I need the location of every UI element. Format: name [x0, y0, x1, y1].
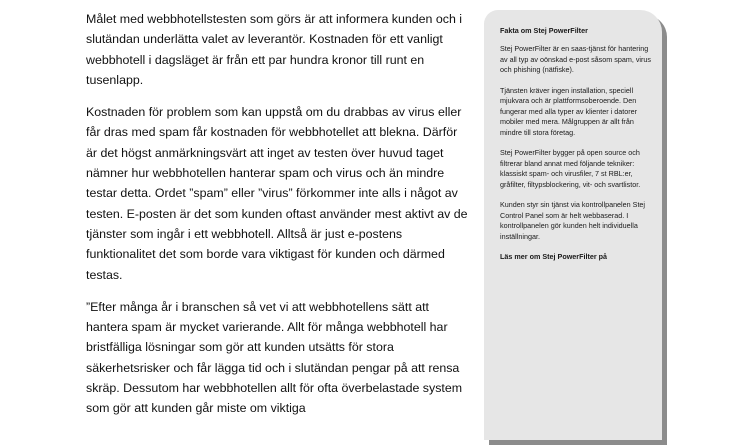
- fact-box-paragraph-3: Stej PowerFilter bygger på open source och filtrerar bland annat med följande tekniker: klassiskt spam- och virusfiler, 7 st RBL:er, gråfilter, filtypsblockering, vit- och svartlistor.: [500, 148, 641, 189]
- fact-box-paragraph-1: Stej PowerFilter är en saas-tjänst för hantering av all typ av oönskad e-post såsom spam, virus och phishing (nätfiske).: [500, 44, 652, 75]
- fact-box-paragraph-4: Kunden styr sin tjänst via kontrollpanelen Stej Control Panel som är helt webbaserad. I kontrollpanelen gör kunden helt individuella inställningar.: [500, 200, 646, 241]
- article-paragraph-1: Målet med webbhotellstesten som görs är att informera kunden och i slutändan underlätta valet av leverantör. Kostnaden för ett vanligt webbhotell i dagsläget är från ett par hundra kronor till runt en tusenlapp.: [86, 12, 463, 87]
- fact-box: [484, 10, 662, 440]
- fact-box-read-more: Läs mer om Stej PowerFilter på: [500, 252, 608, 262]
- fact-box-paragraph-2: Tjänsten kräver ingen installation, speciell mjukvara och är plattformsoberoende. Den fungerar med alla typer av klienter i datorer mobiler med mera. Målgruppen är allt från mindre till stora företag.: [500, 86, 638, 137]
- article-paragraph-3: ”Efter många år i branschen så vet vi att webbhotellens sätt att hantera spam är mycket varierande. Allt för många webbhotell har bristfälliga lösningar som gör att kunden utsätts för stora säkerhetsrisker och får lägga tid och i slutändan pengar på att rensa skräp. Dessutom har webbhotellen allt för ofta överbelastade system som gör att kunden går miste om viktiga: [86, 299, 463, 416]
- article-paragraph-2: Kostnaden för problem som kan uppstå om du drabbas av virus eller får dras med spam får kostnaden för webbhotellet att blekna. Därför är det högst anmärkningsvärt att inget av testen över huvud taget nämner hur webbhotellen hanterar spam och virus och än mindre testar detta. Ordet ”spam” eller ”virus” förkommer inte alls i något av testen. E-posten är det som kunden oftast använder mest aktivt av de tjänster som ingår i ett webbhotell. Alltså är just e-postens funktionalitet det som borde vara viktigast för kunden och därmed testas.: [86, 105, 468, 282]
- fact-box-title: Fakta om Stej PowerFilter: [500, 26, 588, 35]
- article-body: [86, 9, 471, 431]
